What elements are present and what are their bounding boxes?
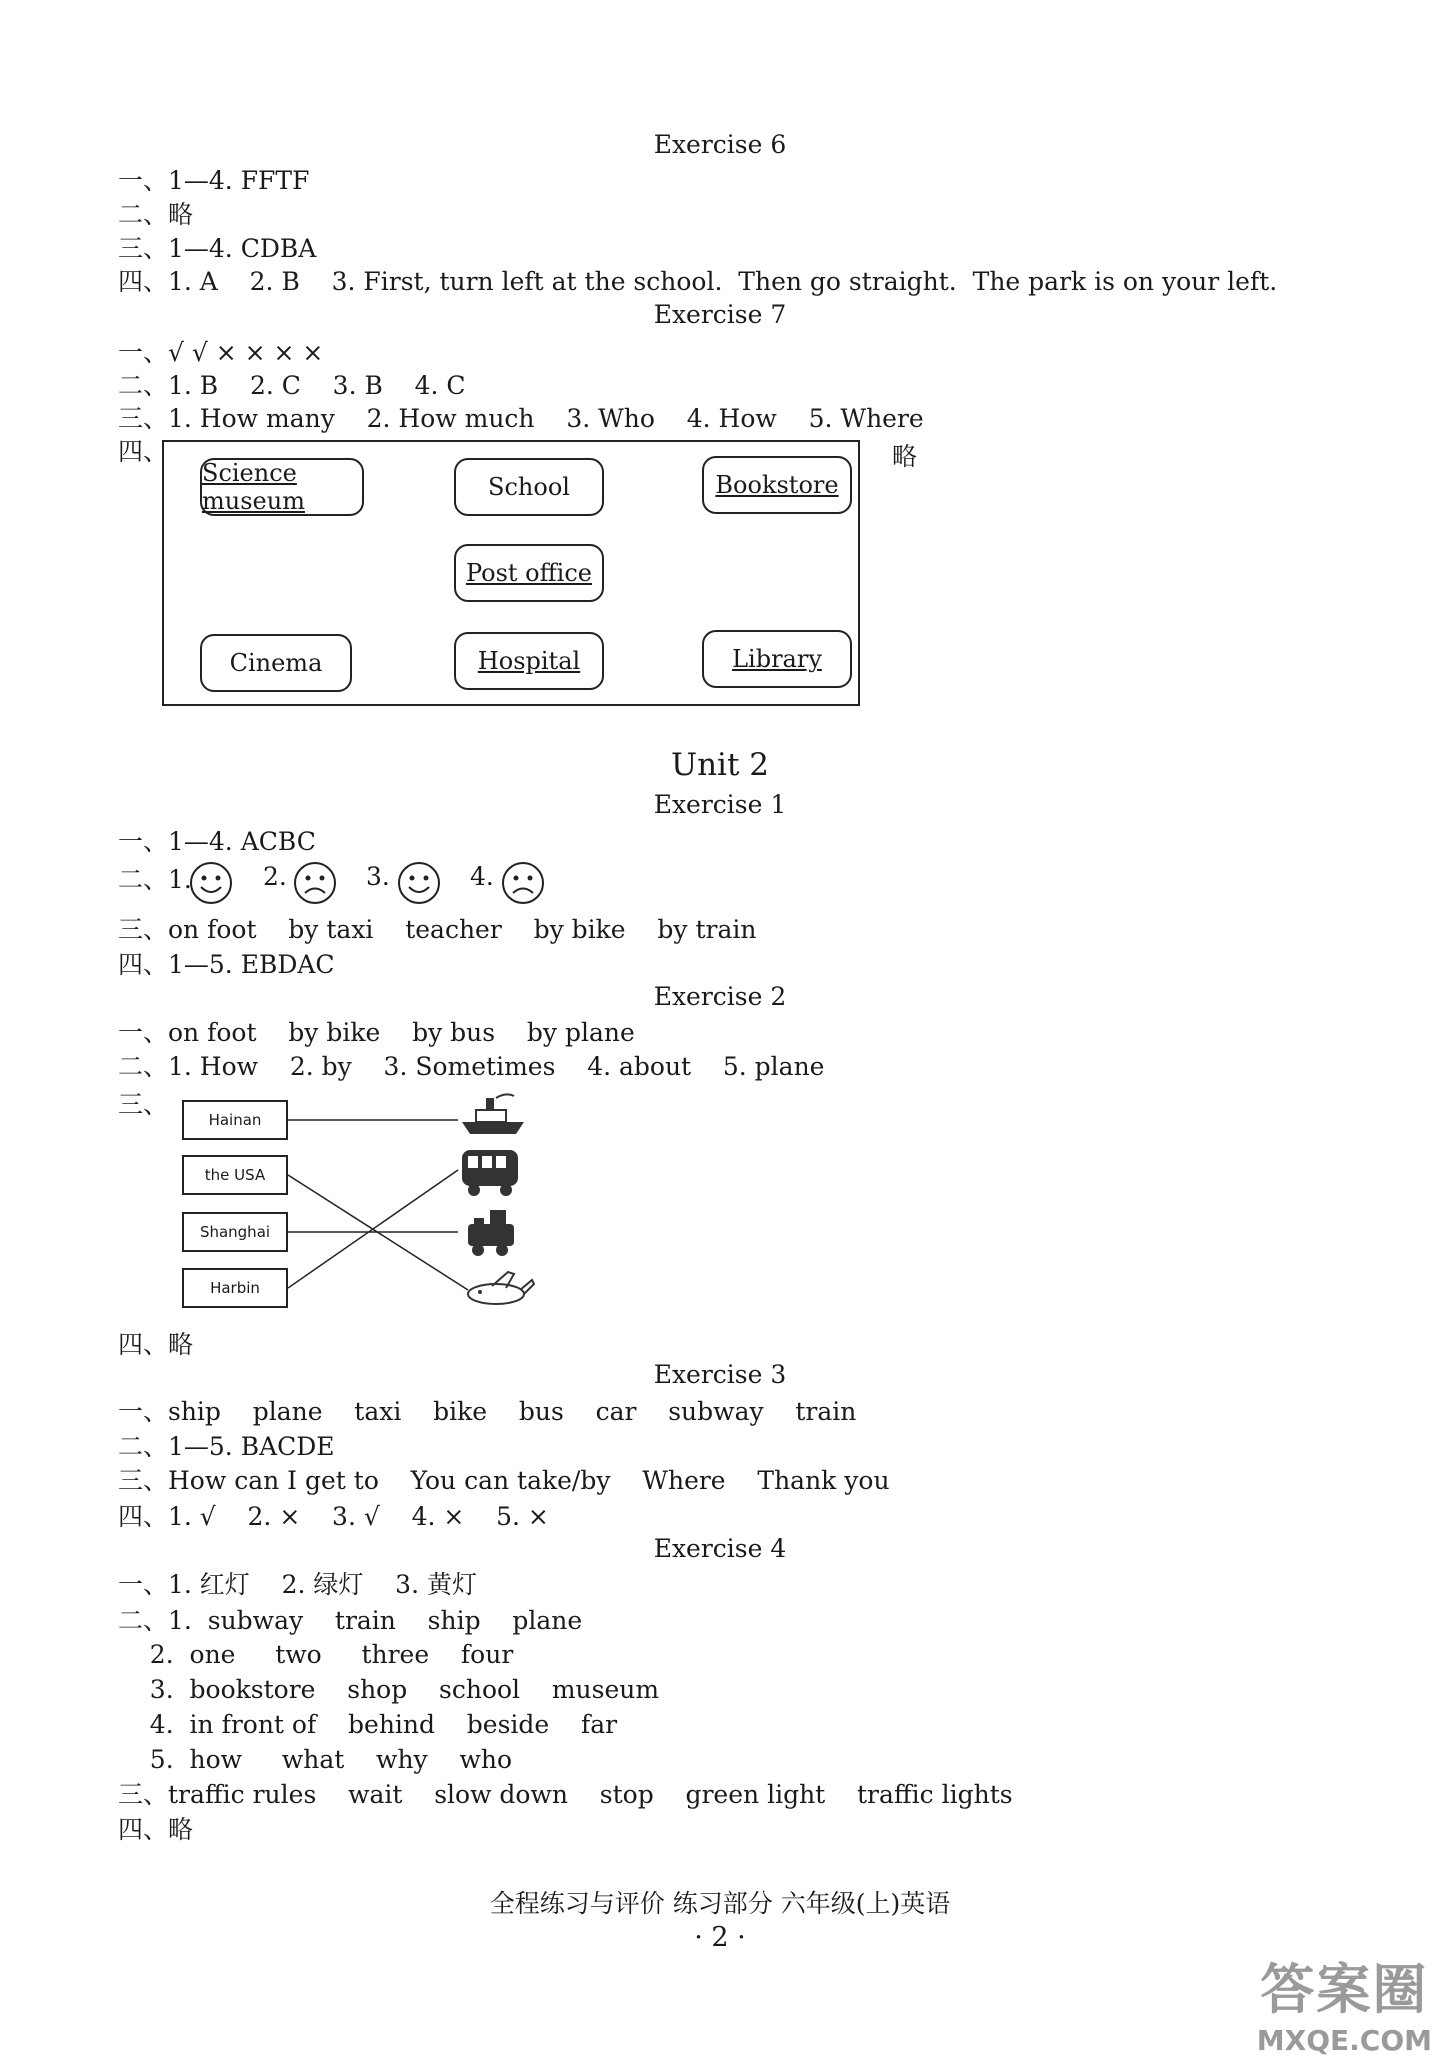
answer-line: 二、1. (118, 865, 192, 894)
answer-line: 四、略 (118, 1815, 194, 1844)
city-box-usa: the USA (182, 1155, 288, 1195)
train-icon (460, 1204, 526, 1260)
ship-icon (458, 1090, 528, 1140)
map-place-hospital: Hospital (454, 632, 604, 690)
sad-face-icon (500, 860, 546, 906)
answer-line: 一、1. 红灯 2. 绿灯 3. 黄灯 (118, 1570, 477, 1599)
answer-line: 四、1—5. EBDAC (118, 950, 335, 979)
map-place-post-office: Post office (454, 544, 604, 602)
answer-line: 3. bookstore shop school museum (118, 1675, 660, 1704)
answer-line: 四、1. √ 2. × 3. √ 4. × 5. × (118, 1502, 549, 1531)
exercise-6-title: Exercise 6 (653, 130, 787, 159)
face-number: 3. (366, 862, 390, 891)
map-place-library: Library (702, 630, 852, 688)
u2-exercise-1-title: Exercise 1 (653, 790, 787, 819)
map-diagram (162, 440, 860, 706)
answer-line: 三、traffic rules wait slow down stop green light traffic lights (118, 1780, 1013, 1809)
bus-icon (456, 1144, 526, 1200)
page-number: · 2 · (694, 1922, 746, 1953)
city-box-harbin: Harbin (182, 1268, 288, 1308)
answer-line: 二、1. B 2. C 3. B 4. C (118, 371, 466, 400)
answer-line: 5. how what why who (118, 1745, 513, 1774)
answer-line: 三、 (118, 1090, 169, 1119)
face-number: 4. (470, 862, 494, 891)
answer-line: 二、1. subway train ship plane (118, 1606, 583, 1635)
answer-line: 一、√ √ × × × × (118, 338, 324, 367)
answer-line: 4. in front of behind beside far (118, 1710, 618, 1739)
answer-line: 一、1—4. FFTF (118, 166, 310, 195)
answer-line: 2. one two three four (118, 1640, 514, 1669)
answer-line: 四、略 (118, 1330, 194, 1359)
map-place-science-museum: Science museum (200, 458, 364, 516)
sad-face-icon (292, 860, 338, 906)
smiley-face-icon (396, 860, 442, 906)
answer-line: 二、1. How 2. by 3. Sometimes 4. about 5. plane (118, 1052, 825, 1081)
answer-line: 一、on foot by bike by bus by plane (118, 1018, 635, 1047)
smiley-face-icon (188, 860, 234, 906)
airplane-icon (462, 1268, 538, 1318)
answer-line: 一、1—4. ACBC (118, 827, 316, 856)
map-place-cinema: Cinema (200, 634, 352, 692)
city-box-hainan: Hainan (182, 1100, 288, 1140)
answer-line: 二、略 (118, 200, 194, 229)
city-box-shanghai: Shanghai (182, 1212, 288, 1252)
watermark-title: 答案圈 (1260, 1958, 1429, 2021)
answer-line: 三、1—4. CDBA (118, 234, 317, 263)
answer-line: 四、1. A 2. B 3. First, turn left at the school. Then go straight. The park is on your left. (118, 267, 1278, 296)
u2-exercise-3-title: Exercise 3 (653, 1360, 787, 1389)
u2-exercise-2-title: Exercise 2 (653, 982, 787, 1011)
answer-line: 四、 (118, 437, 169, 466)
footer-book-title: 全程练习与评价 练习部分 六年级(上)英语 (489, 1889, 951, 1918)
answer-line: 一、ship plane taxi bike bus car subway train (118, 1397, 857, 1426)
answer-line: 三、How can I get to You can take/by Where Thank you (118, 1466, 890, 1495)
watermark-logo (1257, 1947, 1432, 2057)
omitted-note: 略 (892, 442, 918, 471)
answer-line: 三、on foot by taxi teacher by bike by train (118, 915, 757, 944)
exercise-7-title: Exercise 7 (653, 300, 787, 329)
map-place-school: School (454, 458, 604, 516)
u2-exercise-4-title: Exercise 4 (653, 1534, 787, 1563)
answer-line: 三、1. How many 2. How much 3. Who 4. How 5. Where (118, 404, 924, 433)
map-place-bookstore: Bookstore (702, 456, 852, 514)
answer-line: 二、1—5. BACDE (118, 1432, 335, 1461)
face-number: 2. (263, 862, 287, 891)
unit-2-title: Unit 2 (670, 747, 770, 783)
watermark-url: MXQE.COM (1256, 2024, 1432, 2057)
